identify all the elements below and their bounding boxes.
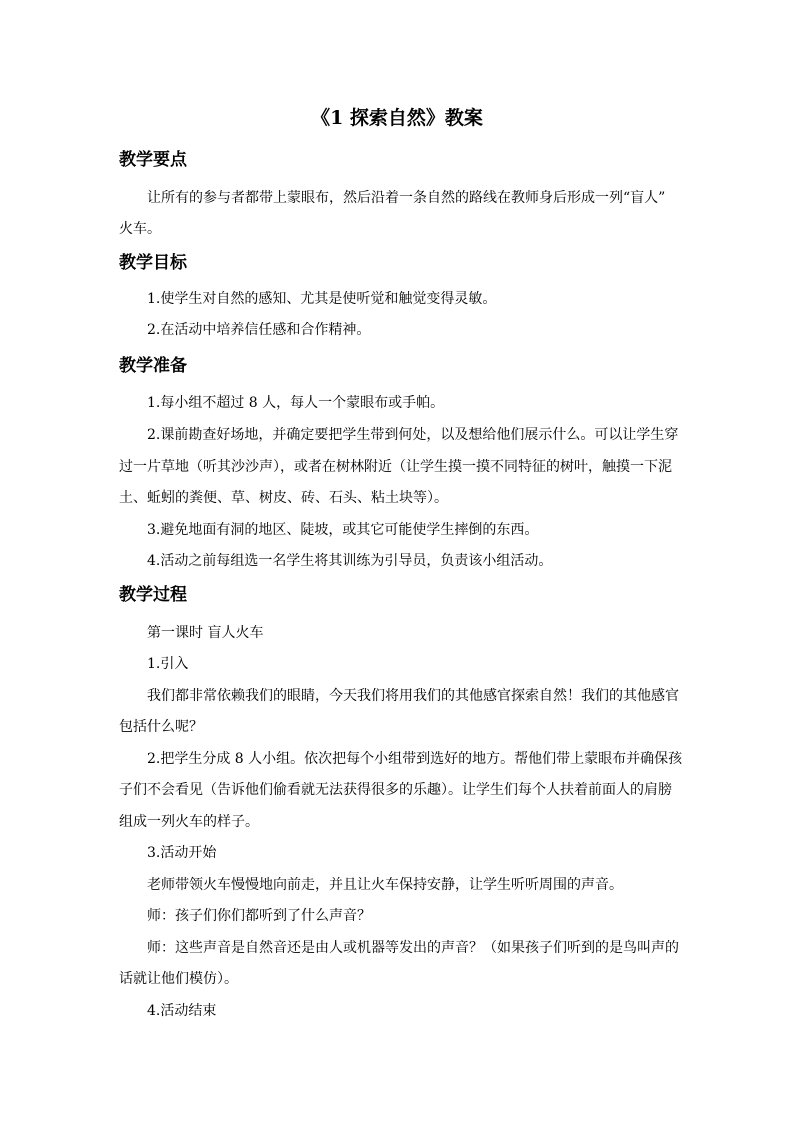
list-item: 1.使学生对自然的感知、尤其是使听觉和触觉变得灵敏。 bbox=[147, 291, 497, 307]
step-heading: 4.活动结束 bbox=[147, 1003, 217, 1019]
paragraph-line: 火车。 bbox=[119, 221, 161, 237]
lesson-title: 第一课时 盲人火车 bbox=[147, 625, 264, 641]
paragraph-line: 组成一列火车的样子。 bbox=[119, 814, 259, 830]
section-heading: 教学过程 bbox=[119, 585, 187, 605]
paragraph-line: 我们都非常依赖我们的眼睛，今天我们将用我们的其他感官探索自然！我们的其他感官 bbox=[147, 688, 679, 704]
paragraph-line: 2.把学生分成 8 人小组。依次把每个小组带到选好的地方。帮他们带上蒙眼布并确保孩 bbox=[147, 751, 683, 767]
paragraph-line: 过一片草地（听其沙沙声），或者在树林附近（让学生摸一摸不同特征的树叶，触摸一下泥 bbox=[119, 459, 672, 475]
paragraph-line: 话就让他们模仿）。 bbox=[119, 971, 238, 987]
section-heading: 教学要点 bbox=[119, 150, 187, 170]
list-item: 2.在活动中培养信任感和合作精神。 bbox=[147, 322, 371, 338]
section-heading: 教学目标 bbox=[119, 253, 187, 273]
list-item: 2.课前勘查好场地，并确定要把学生带到何处，以及想给他们展示什么。可以让学生穿 bbox=[147, 427, 679, 443]
paragraph-line: 老师带领火车慢慢地向前走，并且让火车保持安静，让学生听听周围的声音。 bbox=[147, 877, 623, 893]
paragraph-line: 让所有的参与者都带上蒙眼布，然后沿着一条自然的路线在教师身后形成一列“盲人” bbox=[147, 190, 666, 206]
list-item: 3.避免地面有洞的地区、陡坡，或其它可能使学生摔倒的东西。 bbox=[147, 522, 539, 538]
step-heading: 3.活动开始 bbox=[147, 845, 217, 861]
section-heading: 教学准备 bbox=[119, 356, 187, 376]
paragraph-line: 包括什么呢？ bbox=[119, 719, 203, 735]
list-item: 1.每小组不超过 8 人，每人一个蒙眼布或手帕。 bbox=[147, 395, 445, 411]
paragraph-line: 子们不会看见（告诉他们偷看就无法获得很多的乐趣）。让学生们每个人扶着前面人的肩膀 bbox=[119, 782, 672, 798]
paragraph-line: 师：孩子们你们都听到了什么声音？ bbox=[147, 908, 371, 924]
list-item: 4.活动之前每组选一名学生将其训练为引导员，负责该小组活动。 bbox=[147, 553, 553, 569]
paragraph-line: 师：这些声音是自然音还是由人或机器等发出的声音？（如果孩子们听到的是鸟叫声的 bbox=[147, 940, 679, 956]
step-heading: 1.引入 bbox=[147, 656, 189, 672]
paragraph-line: 土、蚯蚓的粪便、草、树皮、砖、石头、粘土块等）。 bbox=[119, 490, 448, 506]
document-title: 《1 探索自然》教案 bbox=[311, 107, 483, 129]
